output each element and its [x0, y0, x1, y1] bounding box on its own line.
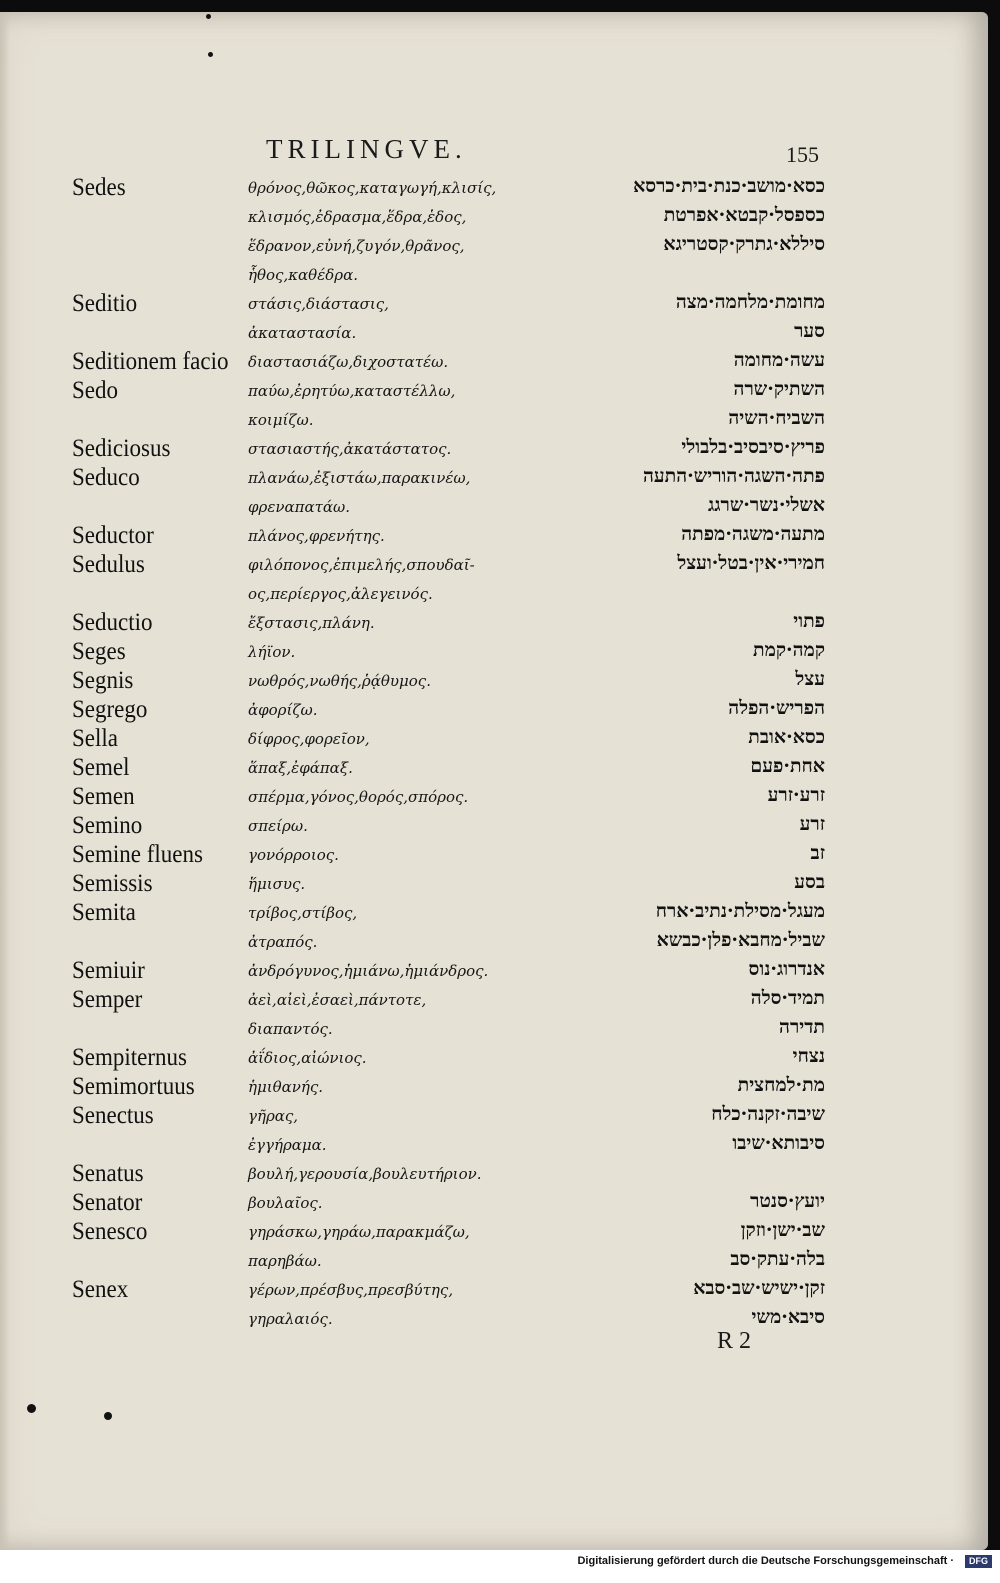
greek-equivalents: ἕδρανον,εὐνή,ζυγόν,θρᾶνος,	[248, 237, 465, 255]
hebrew-equivalents: אנדרוג·נוס	[748, 958, 825, 980]
hebrew-equivalents: בלה·עתק·סב	[730, 1248, 825, 1270]
hebrew-equivalents: כספסל·קבטא·אפרטת	[663, 204, 825, 226]
greek-equivalents: γέρων,πρέσβυς,πρεσβύτης,	[248, 1281, 454, 1299]
latin-headword: Semissis	[72, 870, 153, 897]
greek-equivalents: γονόρροιος.	[248, 846, 339, 864]
greek-equivalents: ἧθος,καθέδρα.	[248, 266, 359, 284]
footer-credit: Digitalisierung gefördert durch die Deutsche Forschungsgemeinschaft ·	[577, 1555, 954, 1567]
hebrew-equivalents: פתה·השגה·הוריש·התעה	[642, 465, 825, 487]
greek-equivalents: κλισμός,ἐδρασμα,ἕδρα,ἑδος,	[248, 208, 467, 226]
latin-headword: Seditionem facio	[72, 348, 229, 375]
greek-equivalents: ἔξστασις,πλάνη.	[248, 614, 375, 632]
table-row	[0, 754, 988, 783]
latin-headword: Senex	[72, 1276, 129, 1303]
latin-headword: Sedulus	[72, 551, 145, 578]
latin-headword: Segrego	[72, 696, 148, 723]
table-row	[0, 609, 988, 638]
hebrew-equivalents: השתיק·שרה	[733, 378, 825, 400]
hebrew-equivalents: זב	[810, 842, 825, 864]
table-row	[0, 667, 988, 696]
hebrew-equivalents: כסא·אובת	[748, 726, 825, 748]
greek-equivalents: φιλόπονος,ἐπιμελής,σπουδαῖ-	[248, 556, 475, 574]
greek-equivalents: ἀΐδιος,αἰώνιος.	[248, 1049, 367, 1067]
ink-speck	[208, 52, 213, 57]
greek-equivalents: τρίβος,στίβος,	[248, 904, 358, 922]
table-row	[0, 696, 988, 725]
greek-equivalents: πλανάω,ἐξιστάω,παρακινέω,	[248, 469, 471, 487]
greek-equivalents: ος,περίεργος,ἀλεγεινός.	[248, 585, 433, 603]
latin-headword: Semper	[72, 986, 143, 1013]
hebrew-equivalents: זרע	[799, 813, 825, 835]
greek-equivalents: ἥμισυς.	[248, 875, 306, 893]
table-row	[0, 783, 988, 812]
table-row	[0, 870, 988, 899]
running-title: TRILINGVE.	[266, 134, 467, 164]
digitization-footer	[0, 1550, 1000, 1583]
table-row	[0, 290, 988, 319]
page-number: 155	[786, 142, 819, 167]
table-row	[0, 1073, 988, 1102]
table-row	[0, 232, 988, 261]
hebrew-equivalents: שיבה·זקנה·כלח	[711, 1103, 825, 1125]
greek-equivalents: ἀτραπός.	[248, 933, 318, 951]
greek-equivalents: σπέρμα,γόνος,θορός,σπόρος.	[248, 788, 469, 806]
hebrew-equivalents: זרע·זרע	[767, 784, 825, 806]
latin-headword: Seductor	[72, 522, 154, 549]
greek-equivalents: πλάνος,φρενήτης.	[248, 527, 385, 545]
greek-equivalents: ἀφορίζω.	[248, 701, 318, 719]
latin-headword: Senesco	[72, 1218, 148, 1245]
hebrew-equivalents: מחומת·מלחמה·מצה	[675, 291, 825, 313]
table-row	[0, 377, 988, 406]
table-row	[0, 493, 988, 522]
table-row	[0, 899, 988, 928]
latin-headword: Sedo	[72, 377, 118, 404]
hebrew-equivalents: תמיד·סלה	[750, 987, 825, 1009]
latin-headword: Segnis	[72, 667, 134, 694]
greek-equivalents: παρηβάω.	[248, 1252, 322, 1270]
latin-headword: Seductio	[72, 609, 153, 636]
hebrew-equivalents: עשה·מחומה	[733, 349, 825, 371]
table-row	[0, 522, 988, 551]
table-row	[0, 464, 988, 493]
table-row	[0, 1160, 988, 1189]
greek-equivalents: παύω,ἐρητύω,καταστέλλω,	[248, 382, 456, 400]
table-row	[0, 261, 988, 290]
dfg-logo-icon: DFG	[965, 1555, 992, 1568]
hebrew-equivalents: סיבותא·שיבו	[732, 1132, 825, 1154]
latin-headword: Senatus	[72, 1160, 144, 1187]
greek-equivalents: στάσις,διάστασις,	[248, 295, 389, 313]
table-row	[0, 1276, 988, 1305]
hebrew-equivalents: סער	[794, 320, 825, 342]
hebrew-equivalents: נצחי	[792, 1045, 825, 1067]
greek-equivalents: ἀεὶ,αἰεὶ,ἐσαεὶ,πάντοτε,	[248, 991, 427, 1009]
greek-equivalents: ἀνδρόγυνος,ἡμιάνω,ἡμιάνδρος.	[248, 962, 489, 980]
greek-equivalents: κοιμίζω.	[248, 411, 314, 429]
table-row	[0, 203, 988, 232]
hebrew-equivalents: מת·למחצית	[737, 1074, 825, 1096]
latin-headword: Semiuir	[72, 957, 145, 984]
hebrew-equivalents: מתעה·משגה·מפתה	[681, 523, 825, 545]
hebrew-equivalents: חמירי·אין·בטל·ועצל	[677, 552, 825, 574]
hebrew-equivalents: תדירה	[779, 1016, 825, 1038]
hebrew-equivalents: שביל·מחבא·פלן·כבשא	[656, 929, 825, 951]
table-row	[0, 957, 988, 986]
greek-equivalents: σπείρω.	[248, 817, 308, 835]
latin-headword: Semita	[72, 899, 136, 926]
latin-headword: Sella	[72, 725, 118, 752]
greek-equivalents: νωθρός,νωθής,ῥᾴθυμος.	[248, 672, 431, 690]
hebrew-equivalents: מעגל·מסילת·נתיב·ארח	[655, 900, 825, 922]
hebrew-equivalents: זקן·ישיש·שב·סבא	[693, 1277, 825, 1299]
greek-equivalents: διαστασιάζω,διχοστατέω.	[248, 353, 449, 371]
table-row	[0, 174, 988, 203]
table-row	[0, 551, 988, 580]
hebrew-equivalents: אחת·פעם	[750, 755, 825, 777]
greek-equivalents: θρόνος,θῶκος,καταγωγή,κλισίς,	[248, 179, 497, 197]
ink-speck	[206, 14, 211, 19]
hebrew-equivalents: פתוי	[793, 610, 825, 632]
latin-headword: Seges	[72, 638, 126, 665]
greek-equivalents: βουλαῖος.	[248, 1194, 323, 1212]
greek-equivalents: λήϊον.	[248, 643, 296, 661]
latin-headword: Sedes	[72, 174, 126, 201]
hebrew-equivalents: יועץ·סנטר	[750, 1190, 825, 1212]
table-row	[0, 1044, 988, 1073]
hebrew-equivalents: סיבא·משי	[751, 1306, 825, 1328]
table-row	[0, 435, 988, 464]
hebrew-equivalents: כסא·מושב·כנת·בית·כרסא	[633, 175, 825, 197]
table-row	[0, 406, 988, 435]
table-row	[0, 580, 988, 609]
latin-headword: Semen	[72, 783, 135, 810]
greek-equivalents: γηράσκω,γηράω,παρακμάζω,	[248, 1223, 470, 1241]
latin-headword: Semimortuus	[72, 1073, 195, 1100]
hebrew-equivalents: עצל	[795, 668, 825, 690]
ink-speck	[27, 1404, 36, 1413]
greek-equivalents: ἡμιθανής.	[248, 1078, 324, 1096]
greek-equivalents: διαπαντός.	[248, 1020, 333, 1038]
hebrew-equivalents: בסע	[794, 871, 825, 893]
latin-headword: Senectus	[72, 1102, 154, 1129]
table-row	[0, 638, 988, 667]
hebrew-equivalents: אשלי·נשר·שרגג	[707, 494, 825, 516]
greek-equivalents: ἅπαξ,ἐφάπαξ.	[248, 759, 353, 777]
hebrew-equivalents: קמה·קמת	[753, 639, 825, 661]
table-row	[0, 1305, 988, 1334]
table-row	[0, 319, 988, 348]
table-row	[0, 841, 988, 870]
table-row	[0, 1189, 988, 1218]
table-row	[0, 1131, 988, 1160]
greek-equivalents: γηραλαιός.	[248, 1310, 333, 1328]
ink-speck	[104, 1412, 112, 1420]
greek-equivalents: στασιαστής,ἀκατάστατος.	[248, 440, 452, 458]
table-row	[0, 1218, 988, 1247]
latin-headword: Seduco	[72, 464, 140, 491]
latin-headword: Sempiternus	[72, 1044, 187, 1071]
table-row	[0, 812, 988, 841]
latin-headword: Semine fluens	[72, 841, 203, 868]
latin-headword: Seditio	[72, 290, 138, 317]
hebrew-equivalents: השביח·השיה	[728, 407, 825, 429]
signature-mark: R 2	[717, 1328, 752, 1354]
latin-headword: Semel	[72, 754, 130, 781]
hebrew-equivalents: שב·ישן·וזקן	[740, 1219, 825, 1241]
greek-equivalents: φρεναπατάω.	[248, 498, 351, 516]
table-row	[0, 1247, 988, 1276]
latin-headword: Sediciosus	[72, 435, 171, 462]
greek-equivalents: ἀκαταστασία.	[248, 324, 357, 342]
table-row	[0, 725, 988, 754]
table-row	[0, 1015, 988, 1044]
latin-headword: Semino	[72, 812, 143, 839]
book-page	[0, 12, 988, 1550]
greek-equivalents: γῆρας,	[248, 1107, 299, 1125]
greek-equivalents: βουλή,γερουσία,βουλευτήριον.	[248, 1165, 482, 1183]
table-row	[0, 348, 988, 377]
greek-equivalents: ἐγγήραμα.	[248, 1136, 327, 1154]
hebrew-equivalents: סיללא·גתרק·קסטריגא	[663, 233, 825, 255]
table-row	[0, 986, 988, 1015]
latin-headword: Senator	[72, 1189, 143, 1216]
hebrew-equivalents: הפריש·הפלה	[728, 697, 825, 719]
table-row	[0, 1102, 988, 1131]
greek-equivalents: δίφρος,φορεῖον,	[248, 730, 370, 748]
table-row	[0, 928, 988, 957]
hebrew-equivalents: פריץ·סיבסיב·בלבולי	[681, 436, 825, 458]
